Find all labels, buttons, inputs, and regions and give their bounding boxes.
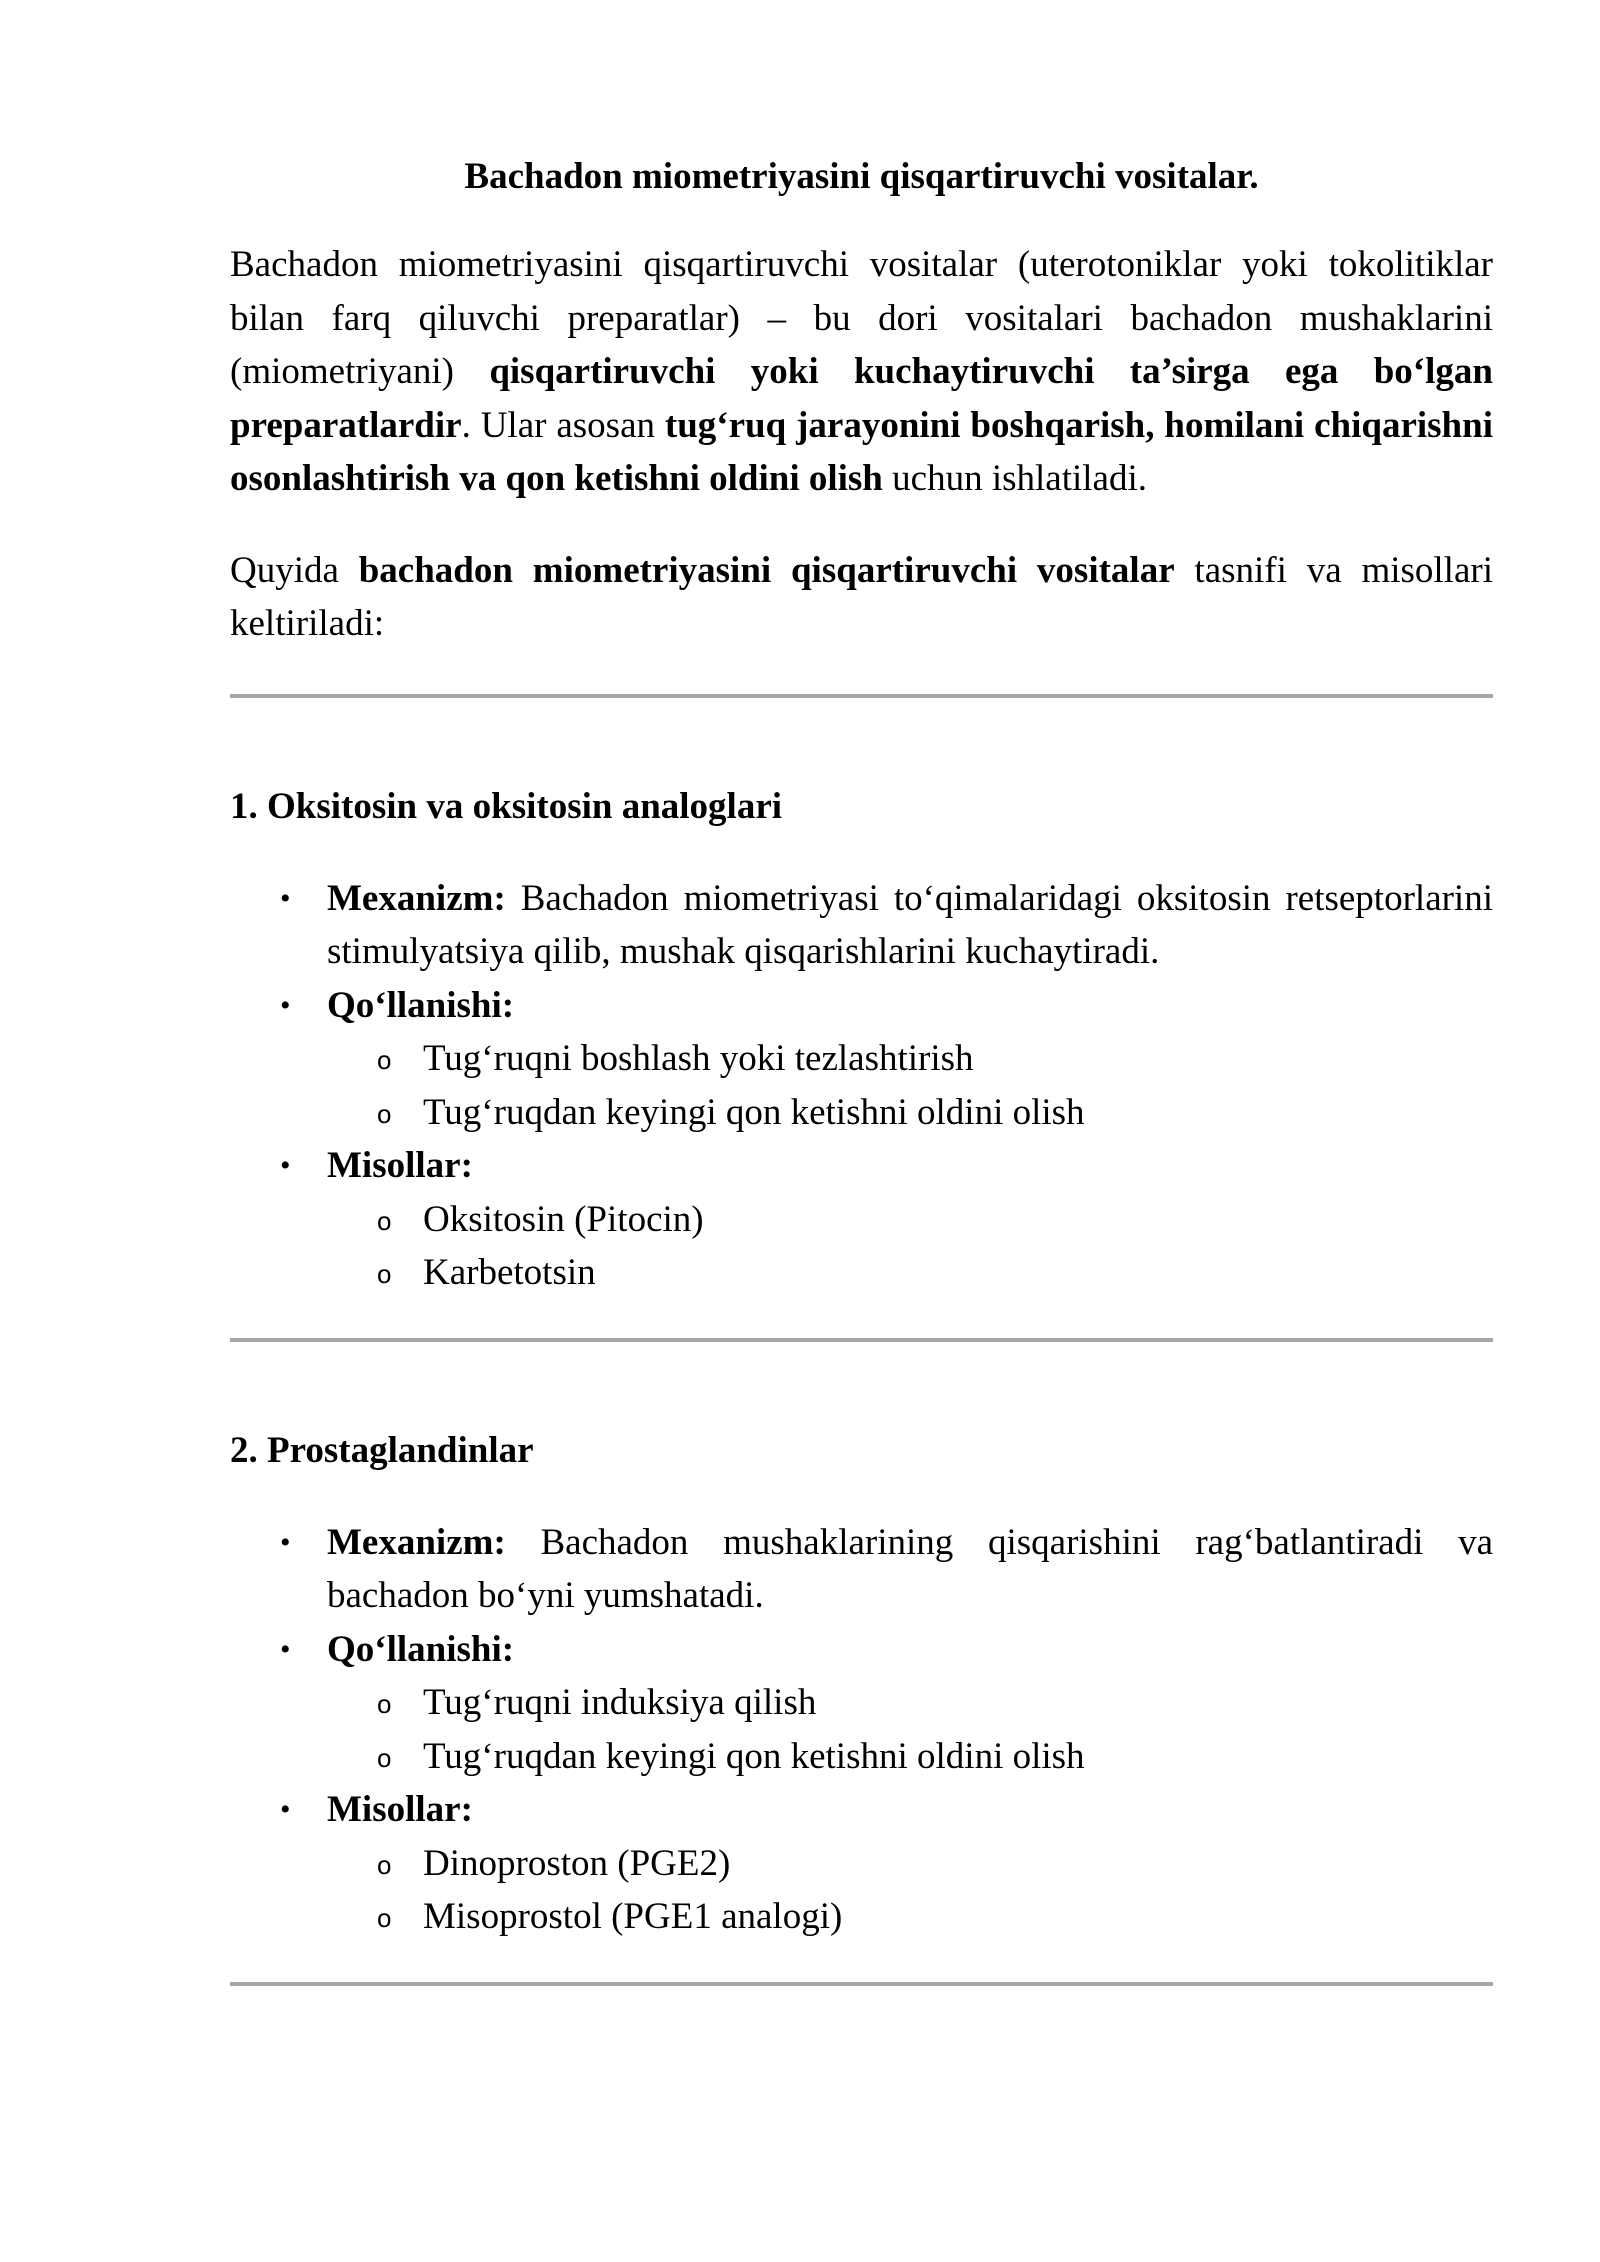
horizontal-rule-3 [230,1982,1493,1986]
sub-bullet-marker: o [377,1849,392,1880]
bullet-marker: • [280,881,291,915]
bullet-marker: • [280,988,291,1022]
example-subitem-text: Misoprostol (PGE1 analogi) [423,1896,843,1937]
bullet-marker: • [280,1793,291,1826]
sub-bullet-marker: o [377,1689,392,1719]
intro-text-2a: Quyida [230,549,359,591]
usage-subitem [230,1676,1493,1730]
section-2-usage-item [230,1623,1493,1784]
bullet-marker: • [280,1632,291,1666]
usage-subitem [230,1730,1493,1784]
usage-label: Qo‘llanishi: [327,1628,515,1670]
usage-label: Qo‘llanishi: [327,984,515,1026]
intro-text-2c: tasnifi va misollari keltiriladi: [230,549,1493,644]
intro-paragraph-1 [230,238,1493,506]
section-2-examples-item [230,1783,1493,1944]
mechanism-label: Mexanizm: [327,877,506,919]
example-subitem-text: Dinoproston (PGE2) [423,1842,731,1884]
usage-subitem [230,1086,1493,1140]
usage-subitem [230,1032,1493,1086]
intro-text-1c: . Ular asosan [461,404,665,446]
example-subitem [230,1890,1493,1944]
usage-subitem-text: Tug‘ruqni boshlash yoki tezlashtirish [423,1038,974,1079]
examples-sublist [327,1193,1493,1300]
horizontal-rule-2 [230,1338,1493,1342]
examples-label: Misollar: [327,1145,473,1186]
mechanism-text: Bachadon mushaklarining qisqarishini rag‘batlantiradi va bachadon bo‘yni yumshatadi. [327,1521,1493,1616]
section-heading-2: 2. Prostaglandinlar [230,1429,534,1471]
sub-bullet-marker: o [377,1259,392,1289]
examples-sublist [327,1837,1493,1944]
section-1-examples-item [230,1139,1493,1300]
horizontal-rule-1 [230,694,1493,698]
bullet-marker: • [280,1149,291,1182]
example-subitem [230,1193,1493,1247]
intro-text-1a: Bachadon miometriyasini qisqartiruvchi vositalar (uterotoniklar yoki tokolitiklar bilan farq qiluvchi preparatlar) – bu dori vositalari bachadon mushaklarini (miometriyani) [230,244,1493,392]
mechanism-label: Mexanizm: [327,1521,506,1563]
sub-bullet-marker: o [377,1045,392,1075]
example-subitem-text: Oksitosin (Pitocin) [423,1198,704,1240]
document-title: Bachadon miometriyasini qisqartiruvchi vositalar. [464,156,1259,197]
usage-sublist [327,1676,1493,1783]
mechanism-text: Bachadon miometriyasi to‘qimalaridagi oksitosin retseptorlarini stimulyatsiya qilib, mushak qisqarishlarini kuchaytiradi. [327,877,1493,972]
sub-bullet-marker: o [377,1098,392,1129]
example-subitem [230,1837,1493,1891]
document-content [230,150,1493,1986]
usage-subitem-text: Tug‘ruqdan keyingi qon ketishni oldini olish [423,1091,1085,1133]
intro-paragraph-2 [230,544,1493,651]
usage-sublist [327,1032,1493,1139]
example-subitem-text: Karbetotsin [423,1252,596,1293]
section-heading-1: 1. Oksitosin va oksitosin analoglari [230,785,783,827]
sub-bullet-marker: o [377,1205,392,1236]
intro-bold-1d: tug‘ruq jarayonini boshqarish, homilani chiqarishni osonlashtirish va qon ketishni oldini olish [230,404,1493,499]
section-2-mechanism-item [230,1516,1493,1623]
usage-subitem-text: Tug‘ruqni induksiya qilish [423,1682,817,1723]
section-1-usage-item [230,979,1493,1140]
sub-bullet-marker: o [377,1742,392,1773]
intro-bold-1b: qisqartiruvchi yoki kuchaytiruvchi ta’sirga ega bo‘lgan preparatlardir [230,351,1493,446]
intro-text-1e: uchun ishlatiladi. [882,458,1147,499]
examples-label: Misollar: [327,1789,473,1830]
bullet-marker: • [280,1525,291,1559]
section-1-list [230,872,1493,1300]
example-subitem [230,1246,1493,1300]
section-2-list [230,1516,1493,1944]
sub-bullet-marker: o [377,1903,392,1933]
intro-bold-2b: bachadon miometriyasini qisqartiruvchi vositalar [358,549,1175,591]
usage-subitem-text: Tug‘ruqdan keyingi qon ketishni oldini olish [423,1735,1085,1777]
section-1-mechanism-item [230,872,1493,979]
